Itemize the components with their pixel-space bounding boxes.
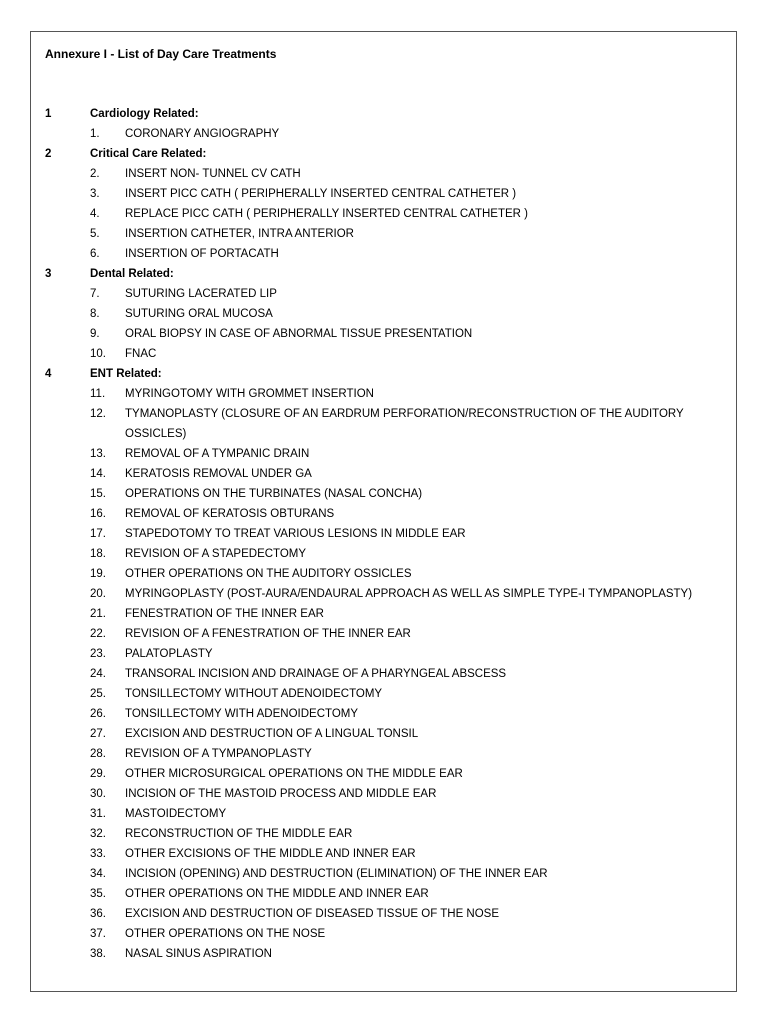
item-number: 33. [90,848,106,860]
list-item [45,744,715,764]
list-item [45,204,715,224]
item-number: 9. [90,328,100,340]
item-text: ORAL BIOPSY IN CASE OF ABNORMAL TISSUE PRESENTATION [125,328,473,340]
list-item [45,584,715,604]
item-text: REPLACE PICC CATH ( PERIPHERALLY INSERTED CENTRAL CATHETER ) [125,208,529,220]
item-text: TONSILLECTOMY WITHOUT ADENOIDECTOMY [125,688,383,700]
item-text: FNAC [125,348,157,360]
item-text: REMOVAL OF A TYMPANIC DRAIN [125,448,310,460]
item-number: 2. [90,168,100,180]
list-item [45,444,715,464]
item-text: OTHER EXCISIONS OF THE MIDDLE AND INNER EAR [125,848,416,860]
item-text: REVISION OF A FENESTRATION OF THE INNER EAR [125,628,411,640]
list-item [45,724,715,744]
item-text: SUTURING ORAL MUCOSA [125,308,273,320]
item-number: 16. [90,508,106,520]
category-heading [45,264,715,284]
item-text: EXCISION AND DESTRUCTION OF DISEASED TISSUE OF THE NOSE [125,908,500,920]
list-item [45,344,715,364]
list-item [45,524,715,544]
item-number: 6. [90,248,100,260]
category-heading [45,144,715,164]
item-text: STAPEDOTOMY TO TREAT VARIOUS LESIONS IN MIDDLE EAR [125,528,466,540]
category-number: 1 [45,108,52,120]
item-number: 7. [90,288,100,300]
item-number: 18. [90,548,106,560]
item-text: TYMANOPLASTY (CLOSURE OF AN EARDRUM PERFORATION/RECONSTRUCTION OF THE AUDITORY OSSICLES) [125,408,684,440]
list-item [45,604,715,624]
item-number: 35. [90,888,106,900]
category-number: 2 [45,148,52,160]
list-item [45,864,715,884]
list-item [45,804,715,824]
item-number: 14. [90,468,106,480]
list-item [45,904,715,924]
item-number: 36. [90,908,106,920]
category-heading [45,104,715,124]
item-text: OTHER OPERATIONS ON THE NOSE [125,928,326,940]
category-label: ENT Related: [90,368,162,380]
item-text: MYRINGOPLASTY (POST-AURA/ENDAURAL APPROACH AS WELL AS SIMPLE TYPE-I TYMPANOPLASTY) [125,588,693,600]
item-text: OTHER OPERATIONS ON THE MIDDLE AND INNER EAR [125,888,429,900]
list-item [45,644,715,664]
item-number: 21. [90,608,106,620]
item-text: INSERT NON- TUNNEL CV CATH [125,168,301,180]
item-number: 25. [90,688,106,700]
item-number: 20. [90,588,106,600]
item-number: 1. [90,128,100,140]
item-text: INSERT PICC CATH ( PERIPHERALLY INSERTED CENTRAL CATHETER ) [125,188,517,200]
list-item [45,384,715,404]
list-item [45,824,715,844]
list-item [45,124,715,144]
list-item [45,404,715,444]
list-item [45,544,715,564]
item-number: 28. [90,748,106,760]
list-item [45,784,715,804]
category-number: 4 [45,368,52,380]
item-number: 13. [90,448,106,460]
item-number: 19. [90,568,106,580]
list-item [45,184,715,204]
item-number: 3. [90,188,100,200]
item-text: OTHER OPERATIONS ON THE AUDITORY OSSICLES [125,568,412,580]
item-text: KERATOSIS REMOVAL UNDER GA [125,468,312,480]
list-item [45,284,715,304]
list-item [45,944,715,964]
item-text: OTHER MICROSURGICAL OPERATIONS ON THE MIDDLE EAR [125,768,463,780]
item-number: 4. [90,208,100,220]
list-item [45,224,715,244]
item-number: 24. [90,668,106,680]
list-item [45,244,715,264]
category-number: 3 [45,268,52,280]
list-item [45,704,715,724]
list-item [45,764,715,784]
list-item [45,304,715,324]
list-item [45,664,715,684]
item-number: 23. [90,648,106,660]
item-number: 5. [90,228,100,240]
item-text: MASTOIDECTOMY [125,808,227,820]
list-item [45,324,715,344]
item-number: 31. [90,808,106,820]
treatment-list [45,104,715,964]
item-text: REVISION OF A STAPEDECTOMY [125,548,307,560]
item-number: 29. [90,768,106,780]
item-text: PALATOPLASTY [125,648,213,660]
item-text: CORONARY ANGIOGRAPHY [125,128,280,140]
item-number: 26. [90,708,106,720]
item-number: 34. [90,868,106,880]
item-number: 11. [90,388,106,400]
category-label: Critical Care Related: [90,148,207,160]
item-text: SUTURING LACERATED LIP [125,288,277,300]
item-text: INCISION OF THE MASTOID PROCESS AND MIDDLE EAR [125,788,437,800]
item-text: TONSILLECTOMY WITH ADENOIDECTOMY [125,708,359,720]
category-heading [45,364,715,384]
list-item [45,844,715,864]
item-number: 8. [90,308,100,320]
list-item [45,564,715,584]
item-number: 12. [90,408,106,420]
item-number: 10. [90,348,106,360]
list-item [45,884,715,904]
item-number: 37. [90,928,106,940]
item-text: MYRINGOTOMY WITH GROMMET INSERTION [125,388,374,400]
list-item [45,624,715,644]
item-text: INSERTION OF PORTACATH [125,248,279,260]
item-number: 17. [90,528,106,540]
list-item [45,684,715,704]
document-title: Annexure I - List of Day Care Treatments [45,47,277,61]
list-item [45,164,715,184]
item-number: 27. [90,728,106,740]
list-item [45,924,715,944]
list-item [45,464,715,484]
item-text: INSERTION CATHETER, INTRA ANTERIOR [125,228,354,240]
item-text: RECONSTRUCTION OF THE MIDDLE EAR [125,828,353,840]
list-item [45,504,715,524]
category-label: Cardiology Related: [90,108,199,120]
item-text: INCISION (OPENING) AND DESTRUCTION (ELIMINATION) OF THE INNER EAR [125,868,548,880]
list-item [45,484,715,504]
item-text: EXCISION AND DESTRUCTION OF A LINGUAL TONSIL [125,728,419,740]
item-text: REVISION OF A TYMPANOPLASTY [125,748,312,760]
item-text: OPERATIONS ON THE TURBINATES (NASAL CONCHA) [125,488,423,500]
item-text: FENESTRATION OF THE INNER EAR [125,608,324,620]
item-text: TRANSORAL INCISION AND DRAINAGE OF A PHARYNGEAL ABSCESS [125,668,507,680]
item-number: 30. [90,788,106,800]
item-text: REMOVAL OF KERATOSIS OBTURANS [125,508,335,520]
item-number: 38. [90,948,106,960]
item-text: NASAL SINUS ASPIRATION [125,948,272,960]
category-label: Dental Related: [90,268,174,280]
item-number: 15. [90,488,106,500]
item-number: 32. [90,828,106,840]
item-number: 22. [90,628,106,640]
